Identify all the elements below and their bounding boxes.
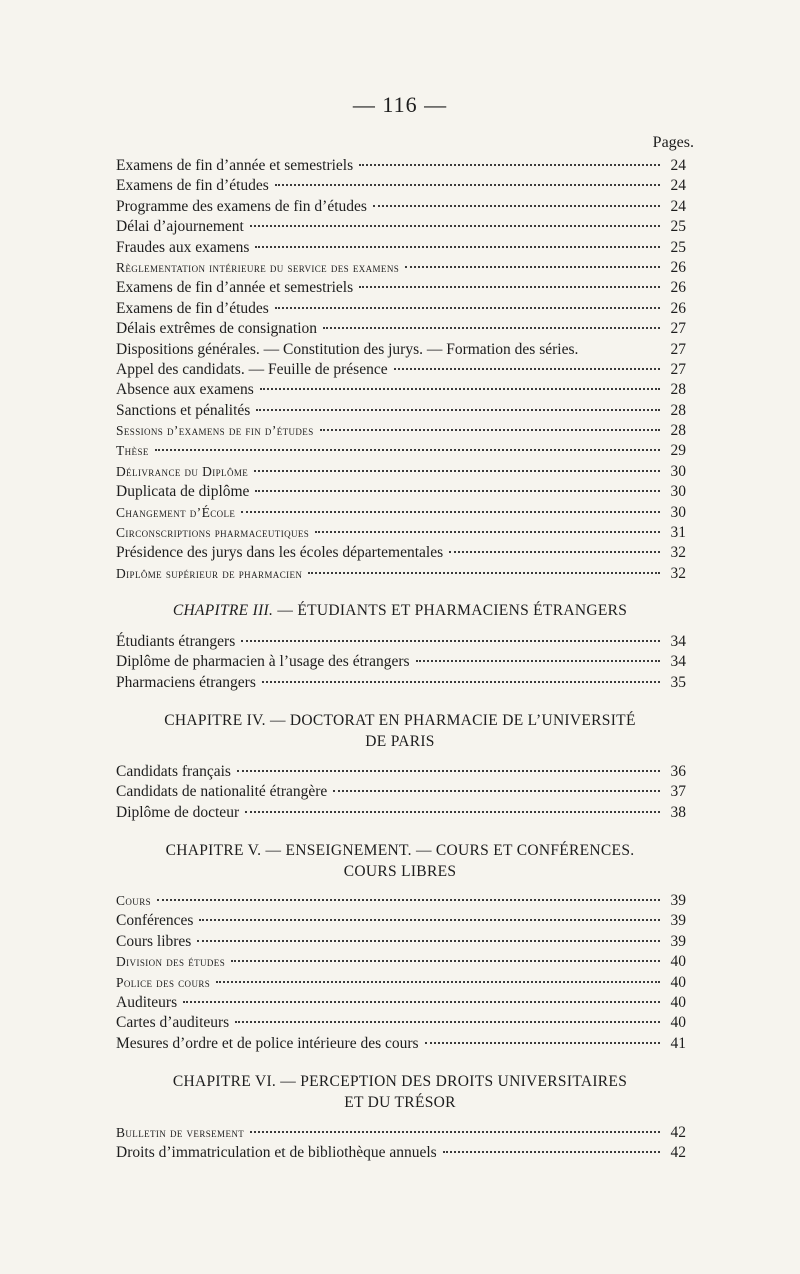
- toc-section-examens: [116, 156, 686, 584]
- toc-entry-page-number: 28: [670, 422, 686, 440]
- dot-leader: [333, 790, 660, 792]
- dot-leader: [315, 531, 660, 533]
- toc-entry-title: Délai d’ajournement: [116, 218, 244, 236]
- toc-entry-title: Diplôme de pharmacien à l’usage des étrangers: [116, 653, 410, 671]
- toc-entry-title: Examens de fin d’études: [116, 177, 269, 195]
- toc-entry-title: Cours: [116, 893, 152, 908]
- toc-entry-title: Diplôme de docteur: [116, 803, 240, 821]
- toc-entry: [116, 278, 686, 298]
- chapter-5-heading-line-1: CHAPITRE V. — ENSEIGNEMENT. — COURS ET CONFÉRENCES.: [165, 842, 635, 859]
- toc-entry: [116, 238, 686, 258]
- toc-entry-title: Délais extrêmes de consignation: [116, 320, 318, 338]
- toc-entry: [116, 1034, 686, 1054]
- dot-leader: [255, 246, 660, 248]
- dot-leader: [235, 1021, 660, 1023]
- toc-entry-page-number: 24: [670, 157, 686, 174]
- chapter-5-heading: [100, 840, 700, 882]
- toc-entry-page-number: 40: [670, 1014, 686, 1032]
- dot-leader: [231, 960, 660, 962]
- toc-entry: [116, 782, 686, 802]
- toc-entry: [116, 360, 686, 380]
- chapter-4-heading-line-2: DE PARIS: [365, 733, 435, 750]
- toc-entry-title: Thèse: [116, 443, 149, 459]
- toc-entry-title: Absence aux examens: [116, 381, 254, 399]
- toc-entry: [116, 973, 686, 993]
- toc-entry-page-number: 27: [670, 360, 686, 378]
- dot-leader: [250, 225, 660, 227]
- dot-leader: [373, 205, 660, 207]
- chapter-6-heading-line-1: CHAPITRE VI. — PERCEPTION DES DROITS UNIVERSITAIRES: [172, 1073, 628, 1090]
- toc-entry-page-number: 39: [670, 932, 686, 950]
- toc-entry-page-number: 25: [670, 238, 686, 256]
- toc-entry-page-number: 24: [670, 177, 686, 195]
- toc-entry-title: Circonscriptions pharmaceutiques: [116, 525, 310, 541]
- toc-entry: [116, 564, 686, 584]
- toc-entry: [116, 176, 686, 196]
- toc-entry: [116, 156, 686, 176]
- toc-entry-title: Présidence des jurys dans les écoles départementales: [116, 544, 444, 562]
- toc-entry-page-number: 30: [670, 503, 686, 521]
- toc-entry-page-number: 34: [670, 653, 686, 671]
- dot-leader: [262, 681, 660, 683]
- toc-entry-title: Duplicata de diplôme: [116, 483, 250, 501]
- chapter-3-number: CHAPITRE III.: [172, 602, 274, 619]
- toc-entry-page-number: 30: [670, 462, 686, 480]
- dot-leader: [256, 409, 660, 411]
- dot-leader: [359, 286, 660, 288]
- toc-entry: [116, 932, 686, 952]
- chapter-5-heading-line-2: COURS LIBRES: [343, 863, 457, 880]
- toc-entry: [116, 258, 686, 278]
- page-number: — 116 —: [352, 92, 448, 117]
- toc-entry-title: Cartes d’auditeurs: [116, 1014, 230, 1032]
- toc-chapter-3: [116, 632, 686, 693]
- toc-entry-page-number: 40: [670, 953, 686, 971]
- toc-entry-page-number: 39: [670, 912, 686, 930]
- toc-entry-title: Candidats français: [116, 763, 231, 780]
- toc-entry: [116, 482, 686, 502]
- dot-leader: [359, 164, 660, 166]
- dot-leader: [157, 899, 660, 901]
- toc-entry: [116, 632, 686, 652]
- toc-entry-title: Étudiants étrangers: [116, 633, 236, 650]
- toc-chapter-6: [116, 1123, 686, 1164]
- toc-entry-title: Examens de fin d’année et semestriels: [116, 157, 354, 174]
- toc-entry-title: Examens de fin d’études: [116, 299, 269, 317]
- dot-leader: [320, 429, 660, 431]
- toc-entry: [116, 421, 686, 441]
- dot-leader: [275, 184, 660, 186]
- toc-entry: [116, 319, 686, 339]
- toc-entry-page-number: 26: [670, 258, 686, 276]
- dot-leader: [241, 640, 660, 642]
- dot-leader: [275, 307, 660, 309]
- chapter-4-heading: [100, 710, 700, 752]
- toc-entry-page-number: 41: [670, 1034, 686, 1052]
- toc-entry-title: Pharmaciens étrangers: [116, 673, 256, 691]
- toc-entry: [116, 673, 686, 693]
- toc-entry-title: Auditeurs: [116, 993, 178, 1011]
- toc-entry-page-number: 27: [670, 340, 686, 358]
- toc-entry-page-number: 28: [670, 401, 686, 419]
- toc-chapter-4: [116, 762, 686, 823]
- toc-entry-page-number: 24: [670, 197, 686, 215]
- toc-entry-page-number: 26: [670, 279, 686, 297]
- toc-entry-page-number: 34: [670, 633, 686, 650]
- dot-leader: [197, 940, 660, 942]
- chapter-4-heading-line-1: CHAPITRE IV. — DOCTORAT EN PHARMACIE DE L’UNIVERSITÉ: [164, 712, 636, 729]
- toc-entry: [116, 523, 686, 543]
- toc-entry-title: Sessions d’examens de fin d’études: [116, 423, 314, 439]
- dot-leader: [425, 1042, 660, 1044]
- toc-entry-page-number: 39: [670, 892, 686, 909]
- dot-leader: [323, 327, 660, 329]
- toc-entry: [116, 441, 686, 461]
- toc-entry-page-number: 26: [670, 299, 686, 317]
- dot-leader: [449, 551, 660, 553]
- toc-entry: [116, 380, 686, 400]
- toc-entry: [116, 952, 686, 972]
- dot-leader: [443, 1151, 660, 1153]
- toc-entry-title: Programme des examens de fin d’études: [116, 197, 367, 215]
- toc-entry: [116, 340, 686, 360]
- toc-entry-page-number: 37: [670, 783, 686, 801]
- toc-entry-title: Division des études: [116, 954, 226, 970]
- toc-entry-title: Diplôme supérieur de pharmacien: [116, 565, 303, 581]
- chapter-3-heading: [100, 600, 700, 621]
- toc-entry-page-number: 25: [670, 218, 686, 236]
- dot-leader: [394, 368, 660, 370]
- toc-entry-page-number: 36: [670, 763, 686, 780]
- dot-leader: [260, 388, 660, 390]
- chapter-3-title: — ÉTUDIANTS ET PHARMACIENS ÉTRANGERS: [273, 602, 628, 619]
- toc-entry-title: Droits d’immatriculation et de bibliothèque annuels: [116, 1144, 437, 1162]
- toc-entry: [116, 462, 686, 482]
- toc-entry-title: Changement d’École: [116, 504, 236, 520]
- toc-entry-title: Police des cours: [116, 974, 211, 990]
- toc-entry: [116, 762, 686, 782]
- toc-chapter-5: [116, 891, 686, 1054]
- toc-entry-page-number: 32: [670, 544, 686, 562]
- toc-entry-page-number: 31: [670, 524, 686, 542]
- dot-leader: [405, 266, 660, 268]
- toc-entry-page-number: 29: [670, 442, 686, 460]
- toc-entry: [116, 652, 686, 672]
- toc-entry-title: Règlementation intérieure du service des examens: [116, 259, 400, 275]
- toc-entry-page-number: 42: [670, 1144, 686, 1162]
- dot-leader: [237, 770, 660, 772]
- toc-entry-title: Cours libres: [116, 932, 192, 950]
- toc-entry: [116, 503, 686, 523]
- toc-entry-title: Examens de fin d’année et semestriels: [116, 279, 354, 297]
- toc-entry: [116, 543, 686, 563]
- toc-entry-title: Mesures d’ordre et de police intérieure des cours: [116, 1034, 419, 1052]
- chapter-6-heading: [100, 1071, 700, 1113]
- toc-entry: [116, 217, 686, 237]
- toc-entry-page-number: 27: [670, 320, 686, 338]
- toc-entry: [116, 993, 686, 1013]
- toc-entry-title: Délivrance du Diplôme: [116, 463, 249, 479]
- toc-entry-title: Conférences: [116, 912, 194, 930]
- toc-entry-title: Sanctions et pénalités: [116, 401, 251, 419]
- toc-entry: [116, 1013, 686, 1033]
- toc-entry: [116, 891, 686, 911]
- toc-entry-title: Dispositions générales. — Constitution des jurys. — Formation des séries.: [116, 340, 579, 358]
- dot-leader: [241, 511, 660, 513]
- toc-entry-page-number: 40: [670, 993, 686, 1011]
- toc-entry-title: Candidats de nationalité étrangère: [116, 783, 328, 801]
- toc-entry-page-number: 35: [670, 673, 686, 691]
- toc-entry: [116, 197, 686, 217]
- toc-entry: [116, 1123, 686, 1143]
- dot-leader: [199, 919, 660, 921]
- toc-entry-title: Appel des candidats. — Feuille de présence: [116, 360, 388, 378]
- dot-leader: [250, 1131, 660, 1133]
- dot-leader: [255, 490, 660, 492]
- toc-entry: [116, 1143, 686, 1163]
- chapter-6-heading-line-2: ET DU TRÉSOR: [344, 1094, 456, 1111]
- dot-leader: [308, 572, 660, 574]
- toc-entry-page-number: 32: [670, 564, 686, 582]
- dot-leader: [216, 981, 660, 983]
- toc-entry-page-number: 42: [670, 1124, 686, 1141]
- dot-leader: [245, 811, 660, 813]
- dot-leader: [183, 1001, 660, 1003]
- toc-entry-page-number: 40: [670, 973, 686, 991]
- toc-entry-title: Fraudes aux examens: [116, 238, 250, 256]
- toc-entry: [116, 803, 686, 823]
- dot-leader: [416, 660, 660, 662]
- toc-entry-title: Bulletin de versement: [116, 1125, 245, 1140]
- toc-entry: [116, 401, 686, 421]
- toc-entry-page-number: 28: [670, 381, 686, 399]
- dot-leader: [155, 449, 660, 451]
- toc-entry-page-number: 38: [670, 803, 686, 821]
- toc-entry: [116, 299, 686, 319]
- pages-column-label: Pages.: [652, 134, 694, 151]
- toc-entry: [116, 911, 686, 931]
- dot-leader: [254, 470, 660, 472]
- toc-entry-page-number: 30: [670, 483, 686, 501]
